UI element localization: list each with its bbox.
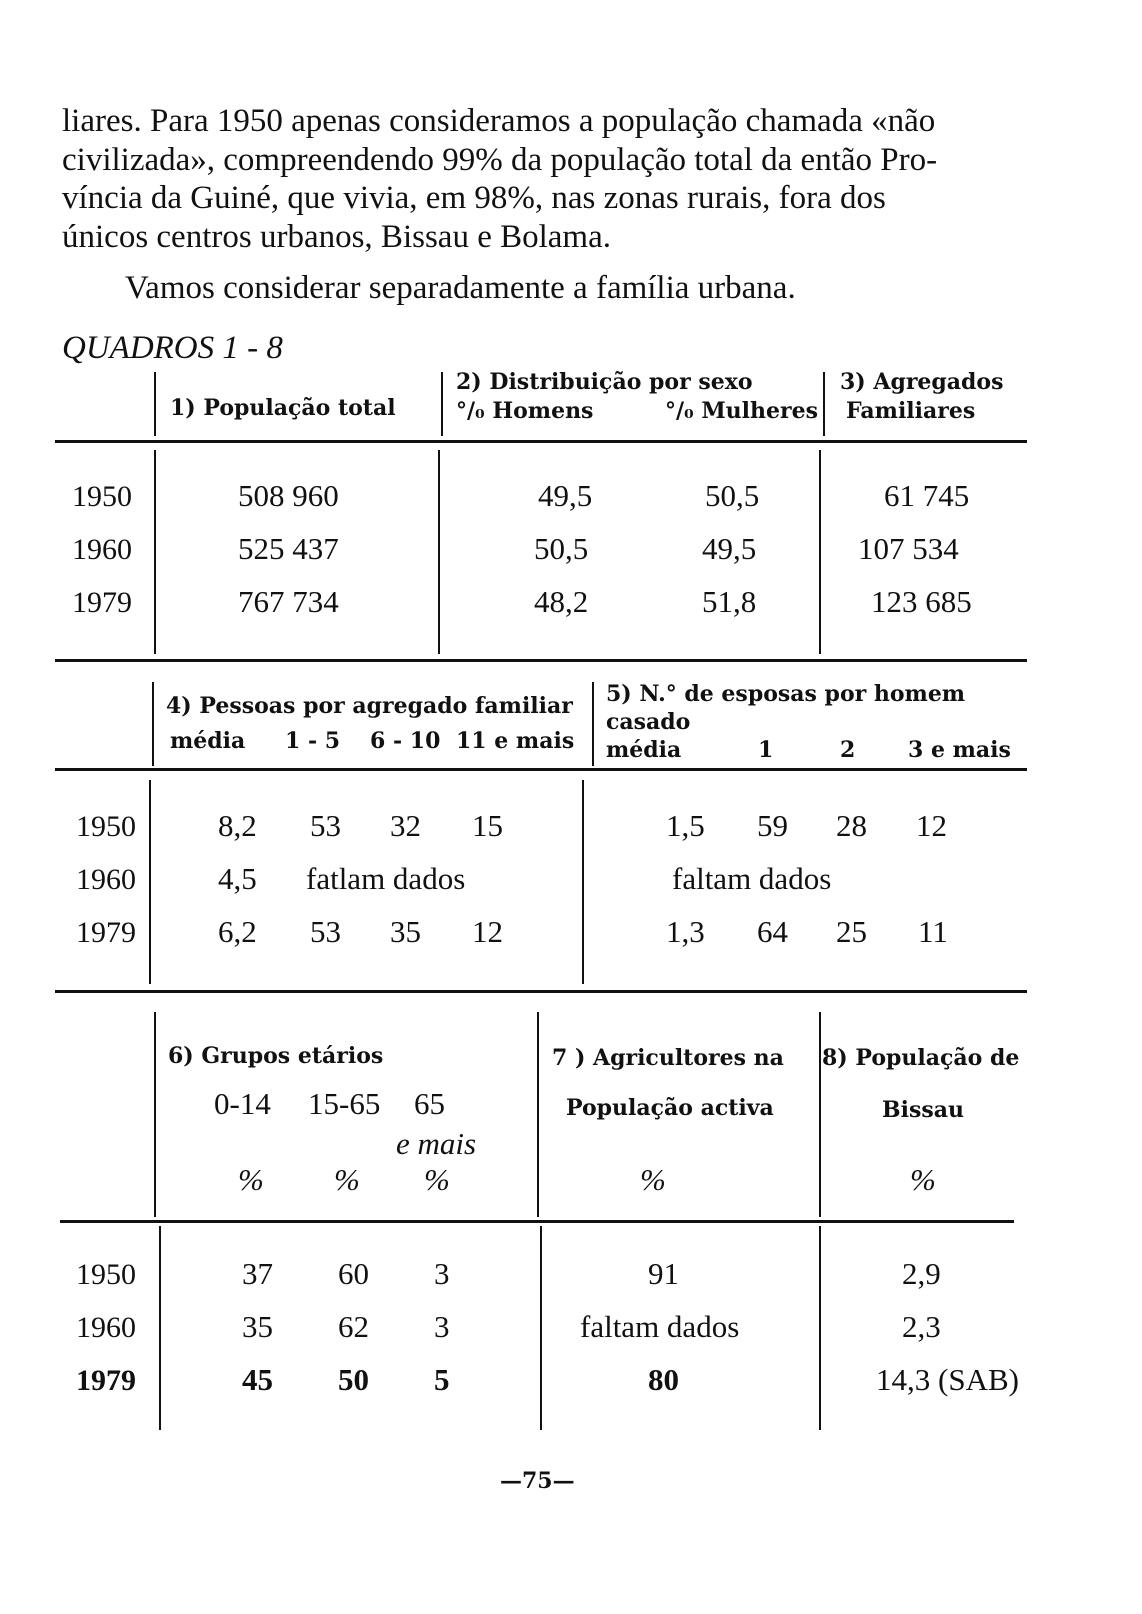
mulheres-value: 49,5 (702, 531, 757, 566)
agricultores-missing-note: faltam dados (580, 1309, 740, 1344)
header-bissau: Bissau (882, 1097, 964, 1123)
homens-value: 49,5 (538, 478, 593, 513)
population-value: 767 734 (238, 584, 339, 619)
header-6-10: 6 - 10 (370, 728, 441, 754)
year-label: 1960 (76, 863, 136, 896)
bissau-value: 2,3 (902, 1309, 941, 1344)
table3-body-divider (159, 1226, 161, 1430)
pessoas-6-10: 32 (390, 808, 421, 843)
bissau-value: 2,9 (902, 1256, 941, 1291)
header-populacao-activa: População activa (566, 1095, 774, 1121)
table1-bottom-rule (55, 659, 1027, 662)
age-65-plus-value: 3 (434, 1309, 450, 1344)
esposas-media: 1,3 (666, 914, 705, 949)
pessoas-11-e-mais: 15 (472, 808, 503, 843)
table2-header-divider (592, 682, 594, 766)
table2-bottom-rule (55, 990, 1027, 993)
intro-line: liares. Para 1950 apenas consideramos a população chamada «não (62, 103, 936, 139)
year-label: 1950 (76, 810, 136, 843)
table1-body-divider (154, 450, 156, 654)
header-populacao-bissau: 8) População de (822, 1045, 1020, 1071)
age-0-14-value: 35 (242, 1309, 273, 1344)
header-mulheres: °/₀ Mulheres (665, 398, 819, 424)
table2-body-divider (149, 780, 151, 984)
intro-line: civilizada», compreendendo 99% da população total da então Pro- (62, 141, 938, 178)
mulheres-value: 51,8 (702, 584, 757, 619)
esposas-1: 64 (757, 914, 788, 949)
age-15-65-value: 62 (338, 1309, 369, 1344)
esposas-3-e-mais: 11 (918, 914, 948, 949)
pessoas-media: 6,2 (218, 914, 257, 949)
header-percent: % (910, 1162, 936, 1197)
table3-header-divider (154, 1012, 156, 1217)
header-1-5: 1 - 5 (285, 728, 341, 754)
header-agregados: 3) Agregados (840, 369, 1004, 395)
paragraph-urban-family: Vamos considerar separadamente a família urbana. (125, 270, 796, 306)
header-media: média (606, 737, 682, 763)
agregados-value: 107 534 (858, 531, 959, 566)
header-media: média (170, 728, 246, 754)
pessoas-11-e-mais: 12 (472, 914, 503, 949)
year-label: 1979 (76, 916, 136, 949)
pessoas-missing-note: fatlam dados (306, 861, 466, 896)
header-homens: °/₀ Homens (456, 398, 594, 424)
header-esposas: 5) N.° de esposas por homem (606, 681, 966, 707)
header-percent: % (424, 1162, 450, 1197)
pessoas-1-5: 53 (310, 914, 341, 949)
mulheres-value: 50,5 (705, 478, 760, 513)
header-familiares: Familiares (846, 398, 976, 424)
header-age-65: 65 (414, 1086, 445, 1121)
homens-value: 50,5 (534, 531, 589, 566)
agregados-value: 123 685 (871, 584, 972, 619)
population-value: 508 960 (238, 478, 339, 513)
table3-header-divider (537, 1012, 539, 1217)
age-65-plus-value: 5 (434, 1362, 450, 1397)
esposas-missing-note: faltam dados (672, 861, 832, 896)
year-label: 1979 (72, 586, 132, 619)
pessoas-1-5: 53 (310, 808, 341, 843)
header-age-0-14: 0-14 (214, 1086, 271, 1121)
intro-paragraph (62, 102, 1062, 256)
pessoas-media: 4,5 (218, 861, 257, 896)
header-casado: casado (606, 709, 691, 735)
pessoas-6-10: 35 (390, 914, 421, 949)
table1-body-divider (819, 450, 821, 654)
agricultores-value: 80 (648, 1362, 679, 1397)
header-age-15-65: 15-65 (308, 1086, 381, 1121)
age-0-14-value: 45 (242, 1362, 273, 1397)
intro-line: únicos centros urbanos, Bissau e Bolama. (62, 218, 611, 255)
pessoas-media: 8,2 (218, 808, 257, 843)
age-65-plus-value: 3 (434, 1256, 450, 1291)
header-distribuicao-sexo: 2) Distribuição por sexo (456, 369, 753, 395)
esposas-2: 28 (836, 808, 867, 843)
table1-body-divider (438, 450, 440, 654)
year-label: 1960 (76, 1311, 136, 1344)
esposas-1: 59 (757, 808, 788, 843)
age-15-65-value: 60 (338, 1256, 369, 1291)
header-3-e-mais: 3 e mais (908, 737, 1011, 763)
table1-header-divider (823, 372, 825, 436)
intro-line: víncia da Guiné, que vivia, em 98%, nas zonas rurais, fora dos (62, 180, 886, 216)
year-label: 1950 (76, 1258, 136, 1291)
year-label: 1950 (72, 480, 132, 513)
page-number: —75— (500, 1468, 575, 1494)
table2-body-divider (582, 780, 584, 984)
table1-header-divider (441, 372, 443, 436)
age-15-65-value: 50 (338, 1362, 369, 1397)
header-percent: % (238, 1162, 264, 1197)
esposas-3-e-mais: 12 (916, 808, 947, 843)
header-percent: % (640, 1162, 666, 1197)
header-1: 1 (758, 737, 774, 763)
quadros-title: QUADROS 1 - 8 (62, 330, 283, 366)
table3-header-rule (60, 1220, 1014, 1223)
table2-header-divider (152, 682, 154, 766)
table3-body-divider (819, 1226, 821, 1430)
header-grupos-etarios: 6) Grupos etários (168, 1043, 384, 1069)
header-pessoas-agregado: 4) Pessoas por agregado familiar (166, 693, 573, 719)
agricultores-value: 91 (648, 1256, 679, 1291)
table1-header-divider (154, 372, 156, 436)
esposas-2: 25 (836, 914, 867, 949)
age-0-14-value: 37 (242, 1256, 273, 1291)
header-e-mais: e mais (396, 1126, 477, 1161)
esposas-media: 1,5 (666, 808, 705, 843)
table3-body-divider (540, 1226, 542, 1430)
table3-header-divider (819, 1012, 821, 1217)
population-value: 525 437 (238, 531, 339, 566)
header-11-e-mais: 11 e mais (456, 728, 575, 754)
header-percent: % (334, 1162, 360, 1197)
year-label: 1979 (76, 1364, 136, 1397)
header-2: 2 (840, 737, 856, 763)
bissau-value: 14,3 (SAB) (876, 1362, 1019, 1397)
homens-value: 48,2 (534, 584, 589, 619)
table2-header-rule (55, 768, 1027, 771)
header-populacao-total: 1) População total (170, 395, 396, 421)
table1-header-rule (55, 440, 1027, 443)
year-label: 1960 (72, 533, 132, 566)
agregados-value: 61 745 (884, 478, 970, 513)
header-agricultores: 7 ) Agricultores na (552, 1045, 784, 1071)
